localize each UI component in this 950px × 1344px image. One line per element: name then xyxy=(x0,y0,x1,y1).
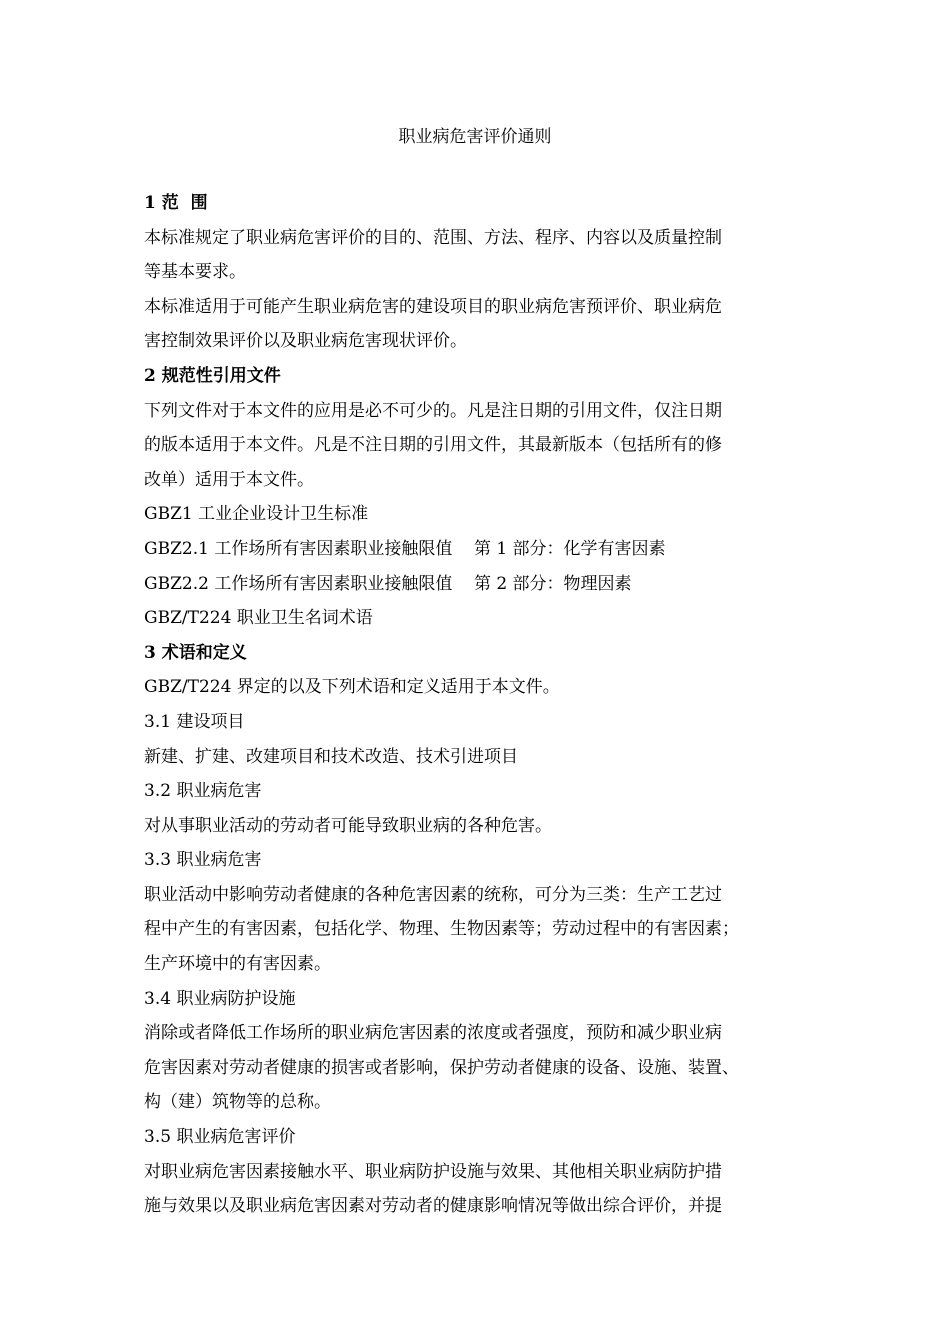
body-text-line: 对从事职业活动的劳动者可能导致职业病的各种危害。 xyxy=(144,815,552,836)
body-text-line: 消除或者降低工作场所的职业病危害因素的浓度或者强度，预防和减少职业病 xyxy=(144,1023,722,1044)
body-text-line: 生产环境中的有害因素。 xyxy=(144,954,331,975)
body-text-line: GBZ2.2 工作场所有害因素职业接触限值 第 2 部分：物理因素 xyxy=(144,573,632,594)
body-text-line: 3.1 建设项目 xyxy=(144,711,245,732)
body-text-line: 程中产生的有害因素，包括化学、物理、生物因素等；劳动过程中的有害因素； xyxy=(144,919,739,940)
body-text-line: GBZ1 工业企业设计卫生标准 xyxy=(144,504,369,525)
body-text-line: 改单）适用于本文件。 xyxy=(144,469,314,490)
body-text-line: 新建、扩建、改建项目和技术改造、技术引进项目 xyxy=(144,746,518,767)
body-text-line: 3.4 职业病防护设施 xyxy=(144,988,296,1009)
body-text-line: 等基本要求。 xyxy=(144,262,246,283)
body-text-line: 职业活动中影响劳动者健康的各种危害因素的统称，可分为三类：生产工艺过 xyxy=(144,884,722,905)
body-text-line: 的版本适用于本文件。凡是不注日期的引用文件，其最新版本（包括所有的修 xyxy=(144,435,722,456)
body-text-line: GBZ/T224 职业卫生名词术语 xyxy=(144,608,373,629)
body-text-line: 本标准适用于可能产生职业病危害的建设项目的职业病危害预评价、职业病危 xyxy=(144,296,722,317)
section-heading: 3 术语和定义 xyxy=(144,642,247,663)
document-title: 职业病危害评价通则 xyxy=(398,127,552,147)
body-text-line: 危害因素对劳动者健康的损害或者影响，保护劳动者健康的设备、设施、装置、 xyxy=(144,1057,739,1078)
body-text-line: GBZ/T224 界定的以及下列术语和定义适用于本文件。 xyxy=(144,677,560,698)
body-text-line: 害控制效果评价以及职业病危害现状评价。 xyxy=(144,331,467,352)
body-text-line: 3.2 职业病危害 xyxy=(144,781,262,802)
section-heading: 2 规范性引用文件 xyxy=(144,365,281,386)
document-body xyxy=(144,186,816,1224)
body-text-line: 构（建）筑物等的总称。 xyxy=(144,1092,331,1113)
body-text-line: 施与效果以及职业病危害因素对劳动者的健康影响情况等做出综合评价，并提 xyxy=(144,1196,722,1217)
body-text-line: GBZ2.1 工作场所有害因素职业接触限值 第 1 部分：化学有害因素 xyxy=(144,538,666,559)
body-text-line: 对职业病危害因素接触水平、职业病防护设施与效果、其他相关职业病防护措 xyxy=(144,1161,722,1182)
body-text-line: 3.5 职业病危害评价 xyxy=(144,1127,296,1148)
body-text-line: 本标准规定了职业病危害评价的目的、范围、方法、程序、内容以及质量控制 xyxy=(144,227,722,248)
body-text-line: 下列文件对于本文件的应用是必不可少的。凡是注日期的引用文件，仅注日期 xyxy=(144,400,722,421)
section-heading: 1 范 围 xyxy=(144,193,208,213)
body-text-line: 3.3 职业病危害 xyxy=(144,850,262,871)
